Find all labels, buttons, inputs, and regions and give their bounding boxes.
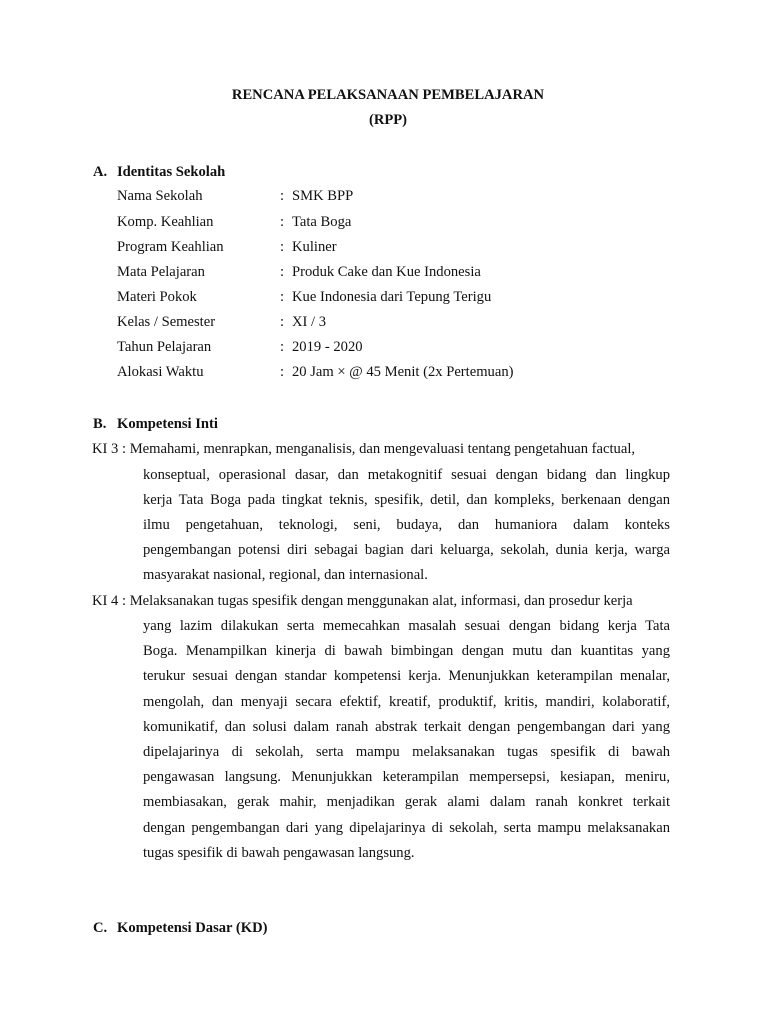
ki3-line: pengembangan potensi diri sebagai bagian dari keluarga, sekolah, dunia kerja, warga <box>143 542 670 558</box>
identity-label: Alokasi Waktu <box>117 364 204 380</box>
section-c-letter: C. <box>93 920 108 936</box>
identity-colon: : <box>280 239 285 255</box>
ki4-line: pengawasan langsung. Menunjukkan keterampilan mempersepsi, kesiapan, meniru, <box>143 769 670 785</box>
ki4-line: KI 4 : Melaksanakan tugas spesifik dengan menggunakan alat, informasi, dan prosedur kerja <box>92 593 633 609</box>
identity-value: 20 Jam × @ 45 Menit (2x Pertemuan) <box>292 364 514 380</box>
section-b-letter: B. <box>93 416 107 432</box>
ki4-line: mengolah, dan menyaji secara efektif, kreatif, produktif, kritis, mandiri, kolaboratif, <box>143 694 670 710</box>
identity-colon: : <box>280 264 285 280</box>
identity-value: Kuliner <box>292 239 337 255</box>
identity-label: Nama Sekolah <box>117 188 203 204</box>
ki4-line: dipelajarinya di sekolah, serta mampu melaksanakan tugas spesifik di bawah <box>143 744 670 760</box>
identity-colon: : <box>280 188 285 204</box>
identity-label: Tahun Pelajaran <box>117 339 212 355</box>
section-b-title: Kompetensi Inti <box>117 416 218 432</box>
section-a-title: Identitas Sekolah <box>117 164 226 180</box>
ki4-line: Boga. Menampilkan kinerja di bawah bimbingan dengan mutu dan kuantitas yang <box>143 643 670 659</box>
identity-row <box>117 214 351 231</box>
ki4-line: membiasakan, gerak mahir, menjadikan gerak alami dalam ranah konkret terkait <box>143 794 670 810</box>
ki4-line: terukur sesuai dengan standar kompetensi kerja. Menunjukkan keterampilan menalar, <box>143 668 670 684</box>
identity-label: Kelas / Semester <box>117 314 216 330</box>
ki3-line: masyarakat nasional, regional, dan internasional. <box>143 567 428 583</box>
identity-value: SMK BPP <box>292 188 354 204</box>
identity-label: Materi Pokok <box>117 289 197 305</box>
document-subtitle: (RPP) <box>368 112 408 128</box>
document-title: RENCANA PELAKSANAAN PEMBELAJARAN <box>231 87 545 103</box>
identity-row <box>117 289 491 306</box>
identity-colon: : <box>280 214 285 230</box>
ki4-line: komunikatif, dan solusi dalam ranah abstrak terkait dengan pengembangan dari yang <box>143 719 670 735</box>
identity-colon: : <box>280 364 285 380</box>
section-c-title: Kompetensi Dasar (KD) <box>117 920 268 936</box>
ki3-line: konseptual, operasional dasar, dan metakognitif sesuai dengan bidang dan lingkup <box>143 467 670 483</box>
identity-row <box>117 264 481 281</box>
section-c-heading <box>93 920 268 937</box>
ki3-line: KI 3 : Memahami, menrapkan, menganalisis, dan mengevaluasi tentang pengetahuan factual, <box>92 441 636 457</box>
identity-colon: : <box>280 289 285 305</box>
identity-row <box>117 239 337 256</box>
identity-value: XI / 3 <box>292 314 327 330</box>
ki4-line: tugas spesifik di bawah pengawasan langsung. <box>143 845 415 861</box>
ki4-line: yang lazim dilakukan serta memecahkan masalah sesuai dengan bidang kerja Tata <box>143 618 670 634</box>
identity-row <box>117 188 353 205</box>
identity-row <box>117 339 363 356</box>
identity-label: Komp. Keahlian <box>117 214 214 230</box>
identity-colon: : <box>280 314 285 330</box>
section-a-letter: A. <box>93 164 108 180</box>
identity-colon: : <box>280 339 285 355</box>
section-a-heading <box>93 164 225 181</box>
identity-label: Program Keahlian <box>117 239 224 255</box>
identity-value: Tata Boga <box>292 214 352 230</box>
ki4-line: dengan pengembangan dari yang dipelajarinya di sekolah, serta mampu melaksanakan <box>143 820 670 836</box>
identity-value: 2019 - 2020 <box>292 339 363 355</box>
identity-value: Produk Cake dan Kue Indonesia <box>292 264 481 280</box>
ki3-line: ilmu pengetahuan, teknologi, seni, budaya, dan humaniora dalam konteks <box>143 517 670 533</box>
ki3-line: kerja Tata Boga pada tingkat teknis, spesifik, detil, dan kompleks, berkenaan dengan <box>143 492 670 508</box>
identity-label: Mata Pelajaran <box>117 264 205 280</box>
identity-value: Kue Indonesia dari Tepung Terigu <box>292 289 492 305</box>
identity-row <box>117 314 326 331</box>
section-b-heading <box>93 416 218 433</box>
identity-row <box>117 364 514 381</box>
